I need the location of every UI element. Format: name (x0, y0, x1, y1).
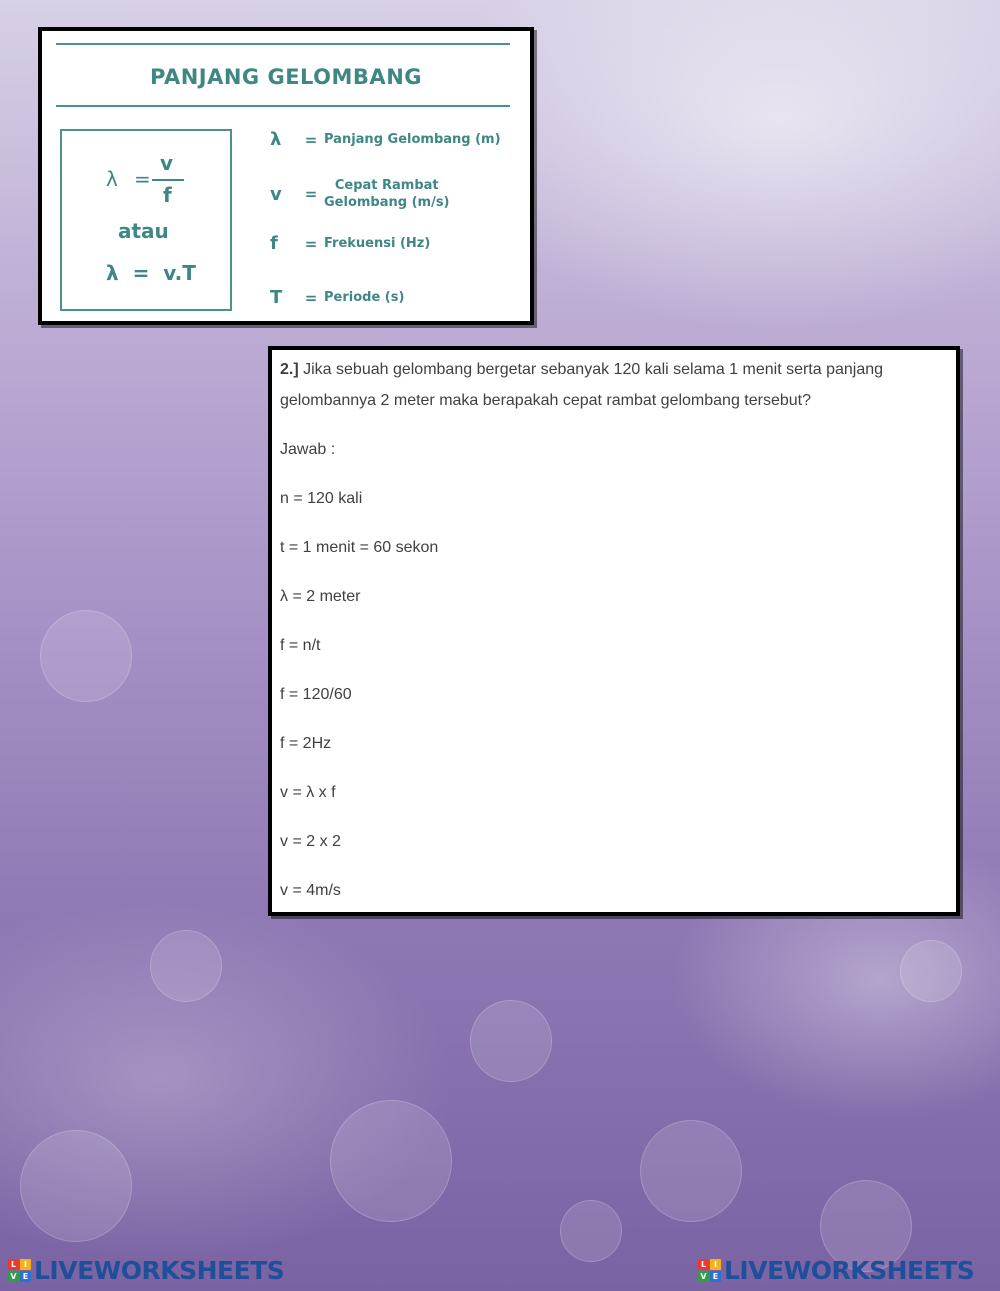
logo-text: LIVEWORKSHEETS (724, 1256, 975, 1285)
logo-letter: I (710, 1259, 721, 1270)
definition-equals: = (304, 234, 318, 253)
liveworksheets-logo-left (8, 1256, 284, 1285)
definition-lambda (270, 129, 501, 150)
top-rule (56, 43, 510, 45)
logo-letter: V (8, 1271, 19, 1282)
solution-step: f = 120/60 (280, 686, 352, 703)
definition-text: Periode (s) (324, 290, 405, 305)
formula-title: PANJANG GELOMBANG (149, 65, 422, 89)
background-bubble (330, 1100, 452, 1222)
definition-text: Panjang Gelombang (m) (324, 132, 501, 147)
solution-step: f = n/t (280, 637, 321, 654)
definition-text: Frekuensi (Hz) (324, 236, 431, 251)
logo-icon (8, 1259, 31, 1282)
formula-connector: atau (118, 219, 169, 243)
definition-v (270, 177, 450, 211)
definition-symbol: v (270, 183, 282, 205)
background-bubble (470, 1000, 552, 1082)
logo-letter: L (8, 1259, 19, 1270)
definition-f (270, 233, 430, 254)
solution-card (268, 346, 960, 916)
definition-equals: = (304, 288, 318, 307)
question-line-2: gelombannya 2 meter maka berapakah cepat rambat gelombang tersebut? (280, 392, 811, 409)
logo-text: LIVEWORKSHEETS (34, 1256, 285, 1285)
definition-symbol: T (270, 287, 283, 308)
question-number: 2.] (280, 361, 299, 378)
solution-step: λ = 2 meter (280, 588, 361, 605)
background-bubble (640, 1120, 742, 1222)
formula-equals: = (134, 167, 151, 191)
definition-text: Cepat Rambat Gelombang (m/s) (324, 178, 450, 210)
solution-step: f = 2Hz (280, 735, 332, 752)
liveworksheets-logo-right (698, 1256, 974, 1285)
definition-symbol: f (270, 233, 278, 254)
answer-label: Jawab : (280, 441, 336, 458)
logo-letter: E (20, 1271, 31, 1282)
logo-letter: I (20, 1259, 31, 1270)
formula-card (38, 27, 534, 325)
formula-period: λ = v.T (106, 261, 196, 285)
formula-box (60, 129, 232, 311)
solution-step: v = 2 x 2 (280, 833, 341, 850)
solution-step: v = 4m/s (280, 882, 341, 899)
formula-numerator: v (160, 151, 174, 175)
fraction-line (152, 179, 184, 181)
logo-icon (698, 1259, 721, 1282)
formula-lambda: λ (106, 167, 118, 191)
solution-step: n = 120 kali (280, 490, 363, 507)
definition-equals: = (304, 185, 318, 203)
logo-letter: E (710, 1271, 721, 1282)
background-bubble (150, 930, 222, 1002)
background-bubble (40, 610, 132, 702)
definition-T (270, 287, 404, 308)
logo-letter: L (698, 1259, 709, 1270)
question-text: Jika sebuah gelombang bergetar sebanyak 120 kali selama 1 menit serta panjang (298, 361, 884, 378)
bottom-rule (56, 105, 510, 107)
formula-denominator: f (163, 183, 172, 207)
background-bubble (560, 1200, 622, 1262)
background-bubble (20, 1130, 132, 1242)
background-bubble (900, 940, 962, 1002)
question-line-1 (280, 361, 883, 379)
definition-symbol: λ (270, 129, 282, 150)
solution-step: t = 1 menit = 60 sekon (280, 539, 439, 556)
logo-letter: V (698, 1271, 709, 1282)
solution-step: v = λ x f (280, 784, 336, 801)
definition-equals: = (304, 130, 318, 149)
